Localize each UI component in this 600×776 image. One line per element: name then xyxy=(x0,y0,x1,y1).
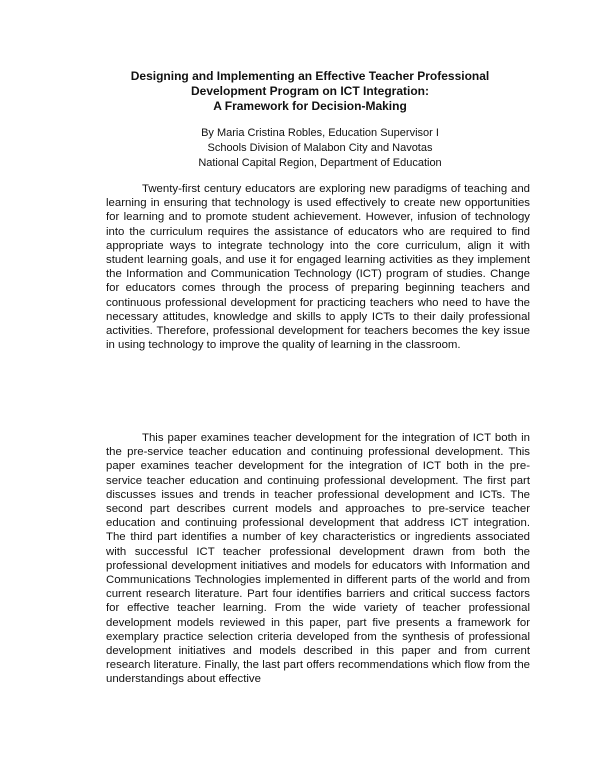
paragraph-1: Twenty-first century educators are exploring new paradigms of teaching and learning in ensuring that technology is used effectively to create new opportunities for learning and to promote student achievement. However, infusion of technology into the curriculum requires the assistance of educators who are required to find appropriate ways to integrate technology into the core curriculum, align it with student learning goals, and use it for engaged learning activities as they implement the Information and Communication Technology (ICT) program of studies. Change for educators comes through the process of preparing beginning teachers and continuous professional development for practicing teachers who need to have the necessary attitudes, knowledge and skills to apply ICTs to their daily professional activities. Therefore, professional development for teachers becomes the key issue in using technology to improve the quality of learning in the classroom. xyxy=(106,183,530,352)
title-line-1: Designing and Implementing an Effective Teacher Professional xyxy=(130,69,490,83)
title-line-3: A Framework for Decision-Making xyxy=(213,99,407,113)
author-line-2: Schools Division of Malabon City and Navotas xyxy=(207,142,433,154)
author-line-1: By Maria Cristina Robles, Education Supervisor I xyxy=(201,127,439,139)
author-block xyxy=(150,126,490,171)
title-line-2: Development Program on ICT Integration: xyxy=(190,84,430,98)
author-line-3: National Capital Region, Department of Education xyxy=(198,157,442,169)
paragraph-2: This paper examines teacher development for the integration of ICT both in the pre-service teacher education and continuing professional development. This paper examines teacher development for the integration of ICT both in the pre-service teacher education and continuing professional development. The first part discusses issues and trends in teacher professional development and ICTs. The second part describes current models and approaches to pre-service teacher education and continuing professional development that address ICT integration. The third part identifies a number of key characteristics or ingredients associated with successful ICT teacher professional development drawn from both the professional development initiatives and models for educators with Information and Communications Technologies implemented in different parts of the world and from current research literature. Part four identifies barriers and critical success factors for effective teacher learning. From the wide variety of teacher professional development models reviewed in this paper, part five presents a framework for exemplary practice selection criteria developed from the synthesis of professional development initiatives and models described in this paper and from current research literature. Finally, the last part offers recommendations which flow from the understandings about effective xyxy=(106,432,530,686)
document-title xyxy=(100,69,520,114)
